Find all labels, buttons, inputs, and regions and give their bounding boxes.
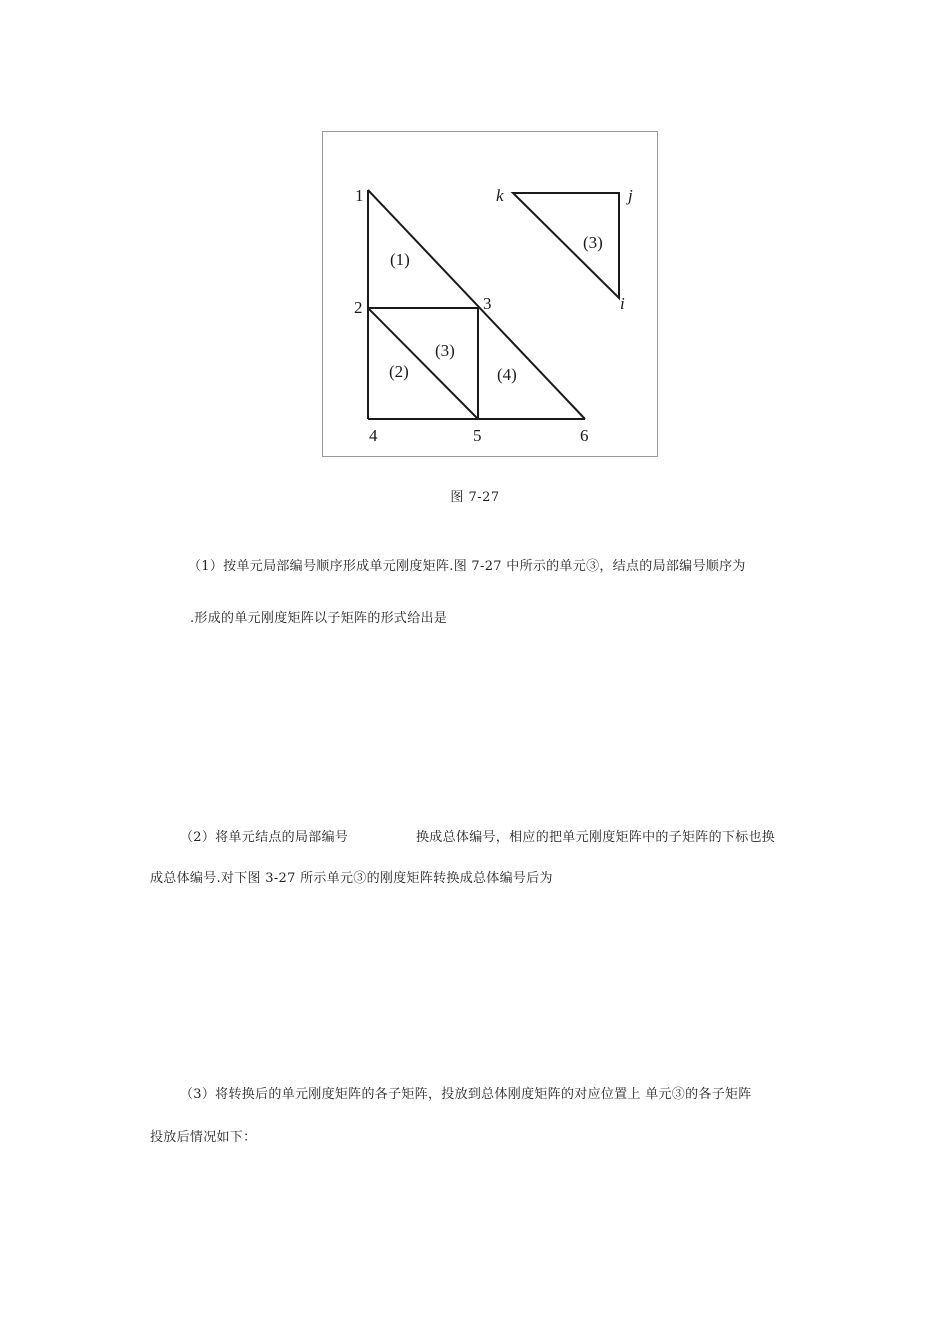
element-label-3: (3) (435, 341, 455, 360)
node-label-2: 2 (354, 298, 363, 317)
node-label-1: 1 (355, 186, 364, 205)
local-node-label-i: i (620, 294, 625, 313)
edge-1-6 (368, 190, 585, 419)
local-node-label-j: j (628, 186, 633, 205)
paragraph-3-line-1: （3）将转换后的单元刚度矩阵的各子矩阵，投放到总体刚度矩阵的对应位置上 单元③的各子矩阵 (180, 1087, 752, 1102)
mesh-diagram (323, 132, 659, 458)
node-label-6: 6 (580, 426, 589, 445)
element-label-2: (2) (389, 362, 409, 381)
figure-caption: 图 7-27 (450, 490, 500, 505)
edge-2-5 (368, 308, 478, 419)
paragraph-2-line-1b: 换成总体编号，相应的把单元刚度矩阵中的子矩阵的下标也换 (416, 830, 776, 845)
element-label-4: (4) (497, 365, 517, 384)
element-label-1: (1) (390, 250, 410, 269)
node-label-5: 5 (473, 426, 482, 445)
paragraph-2-line-2: 成总体编号.对下图 3-27 所示单元③的刚度矩阵转换成总体编号后为 (150, 871, 553, 886)
node-label-4: 4 (369, 426, 378, 445)
mesh-figure (322, 131, 658, 457)
paragraph-3-line-2: 投放后情况如下： (150, 1130, 257, 1145)
local-element-triangle (513, 193, 619, 298)
local-node-label-k: k (496, 186, 504, 205)
paragraph-1-line-1: （1）按单元局部编号顺序形成单元刚度矩阵.图 7-27 中所示的单元③，结点的局部编号顺序为 (188, 559, 746, 574)
paragraph-1-line-2: .形成的单元刚度矩阵以子矩阵的形式给出是 (190, 611, 448, 626)
node-label-3: 3 (483, 294, 492, 313)
local-element-label: (3) (583, 233, 603, 252)
paragraph-2-line-1a: （2）将单元结点的局部编号 (180, 830, 349, 845)
